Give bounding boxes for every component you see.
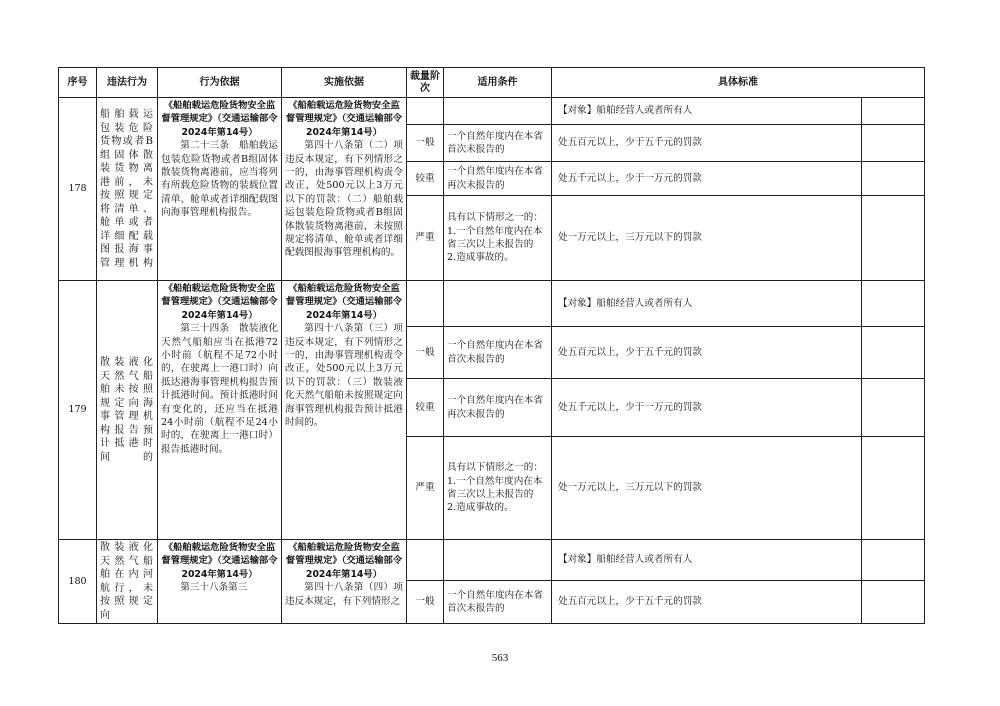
row-basis xyxy=(158,281,282,540)
std-serious: 处一万元以上，三万元以下的罚款 xyxy=(552,196,862,281)
row-impl xyxy=(282,98,407,281)
level-empty xyxy=(407,98,444,125)
header-row xyxy=(59,68,925,98)
header-impl: 实施依据 xyxy=(282,68,407,98)
level-heavier: 较重 xyxy=(407,162,444,196)
row-violation: 船舶载运包装危险货物或者B组固体散装货物离港前，未按照规定将清单、舱单或者详细配载图报海事管理机构 xyxy=(97,98,158,281)
cond-serious xyxy=(444,437,552,540)
level-general: 一般 xyxy=(407,125,444,162)
cond-empty xyxy=(444,98,552,125)
std-heavier: 处五千元以上，少于一万元的罚款 xyxy=(552,162,862,196)
tail-cell xyxy=(862,125,925,162)
cond-general: 一个自然年度内在本省首次未报告的 xyxy=(444,580,552,623)
object-text: 【对象】船舶经营人或者所有人 xyxy=(552,540,862,581)
cond-heavier: 一个自然年度内在本省再次未报告的 xyxy=(444,379,552,437)
basis-law-title: 《船舶载运危险货物安全监督管理规定》（交通运输部令2024年第14号） xyxy=(161,542,278,580)
cond-general: 一个自然年度内在本省首次未报告的 xyxy=(444,125,552,162)
level-general: 一般 xyxy=(407,580,444,623)
cond-empty xyxy=(444,281,552,327)
penalty-standard-table xyxy=(58,67,925,624)
cond-serious-intro: 具有以下情形之一的： xyxy=(447,462,543,474)
tail-cell xyxy=(862,196,925,281)
tail-cell xyxy=(862,580,925,623)
header-level: 裁量阶次 xyxy=(407,68,444,98)
impl-article: 第四十八条第（四）项违反本规定，有下列情形之 xyxy=(285,582,403,607)
std-heavier: 处五千元以上，少于一万元的罚款 xyxy=(552,379,862,437)
tail-cell xyxy=(862,281,925,327)
level-general: 一般 xyxy=(407,327,444,379)
impl-article: 第四十八条第（二）项违反本规定，有下列情形之一的，由海事管理机构责令改正，处500元以上3万元以下的罚款：（二）船舶载运包装危险货物或者B组固体散装货物离港前，未按照规定将清单、舱单或者详细配载图报海事管理机构的。 xyxy=(285,140,403,259)
header-act: 违法行为 xyxy=(97,68,158,98)
cond-serious-item2: 2.造成事故的。 xyxy=(447,252,514,264)
basis-law-title: 《船舶载运危险货物安全监督管理规定》（交通运输部令2024年第14号） xyxy=(161,100,278,138)
impl-law-title: 《船舶载运危险货物安全监督管理规定》（交通运输部令2024年第14号） xyxy=(285,283,403,321)
basis-law-title: 《船舶载运危险货物安全监督管理规定》（交通运输部令2024年第14号） xyxy=(161,283,278,321)
row-impl xyxy=(282,281,407,540)
tail-cell xyxy=(862,327,925,379)
table-row xyxy=(59,281,925,327)
row-basis xyxy=(158,98,282,281)
basis-article: 第二十三条 船舶载运包装危险货物或者B组固体散装货物离港前，应当将列有所载危险货物的装载位置清单、舱单或者详细配载图向海事管理机构报告。 xyxy=(161,140,278,219)
cond-empty xyxy=(444,540,552,581)
header-cond: 适用条件 xyxy=(444,68,552,98)
cond-heavier: 一个自然年度内在本省再次未报告的 xyxy=(444,162,552,196)
basis-article: 第三十八条第三 xyxy=(180,582,248,594)
row-seq: 180 xyxy=(59,540,97,624)
header-seq: 序号 xyxy=(59,68,97,98)
tail-cell xyxy=(862,437,925,540)
level-serious: 严重 xyxy=(407,437,444,540)
header-basis: 行为依据 xyxy=(158,68,282,98)
cond-serious-item1: 1.一个自然年度内在本省三次以上未报告的 xyxy=(447,225,543,250)
cond-general: 一个自然年度内在本省首次未报告的 xyxy=(444,327,552,379)
page-number: 563 xyxy=(491,652,509,664)
level-empty xyxy=(407,281,444,327)
tail-cell xyxy=(862,540,925,581)
table-row xyxy=(59,98,925,125)
cond-serious-intro: 具有以下情形之一的： xyxy=(447,212,543,224)
cond-serious-item2: 2.造成事故的。 xyxy=(447,502,514,514)
impl-article: 第四十八条第（三）项违反本规定，有下列情形之一的，由海事管理机构责令改正，处500元以上3万元以下的罚款：（三）散装液化天然气船舶未按照规定向海事管理机构报告预计抵港时间的。 xyxy=(285,323,403,429)
row-basis xyxy=(158,540,282,624)
row-seq: 178 xyxy=(59,98,97,281)
object-text: 【对象】船舶经营人或者所有人 xyxy=(552,281,862,327)
table-row xyxy=(59,540,925,581)
header-std: 具体标准 xyxy=(552,68,925,98)
tail-cell xyxy=(862,379,925,437)
std-general: 处五百元以上，少于五千元的罚款 xyxy=(552,125,862,162)
std-general: 处五百元以上，少于五千元的罚款 xyxy=(552,580,862,623)
cond-serious xyxy=(444,196,552,281)
level-heavier: 较重 xyxy=(407,379,444,437)
row-violation: 散装液化天然气船舶在内河航行，未按照规定向 xyxy=(97,540,158,624)
row-seq: 179 xyxy=(59,281,97,540)
level-empty xyxy=(407,540,444,581)
basis-article: 第三十四条 散装液化天然气船舶应当在抵港72小时前（航程不足72小时的，在驶离上一港口时）向抵达港海事管理机构报告预计抵港时间。预计抵港时间有变化的，还应当在抵港24小时前（航程不足24小时的，在驶离上一港口时）报告抵港时间。 xyxy=(161,323,278,455)
impl-law-title: 《船舶载运危险货物安全监督管理规定》（交通运输部令2024年第14号） xyxy=(285,100,403,138)
std-serious: 处一万元以上，三万元以下的罚款 xyxy=(552,437,862,540)
object-text: 【对象】船舶经营人或者所有人 xyxy=(552,98,862,125)
row-violation: 散装液化天然气船舶未按照规定向海事管理机构报告预计抵港时间的 xyxy=(97,281,158,540)
cond-serious-item1: 1.一个自然年度内在本省三次以上未报告的 xyxy=(447,475,543,500)
row-impl xyxy=(282,540,407,624)
tail-cell xyxy=(862,162,925,196)
level-serious: 严重 xyxy=(407,196,444,281)
impl-law-title: 《船舶载运危险货物安全监督管理规定》（交通运输部令2024年第14号） xyxy=(285,542,403,580)
tail-cell xyxy=(862,98,925,125)
std-general: 处五百元以上，少于五千元的罚款 xyxy=(552,327,862,379)
